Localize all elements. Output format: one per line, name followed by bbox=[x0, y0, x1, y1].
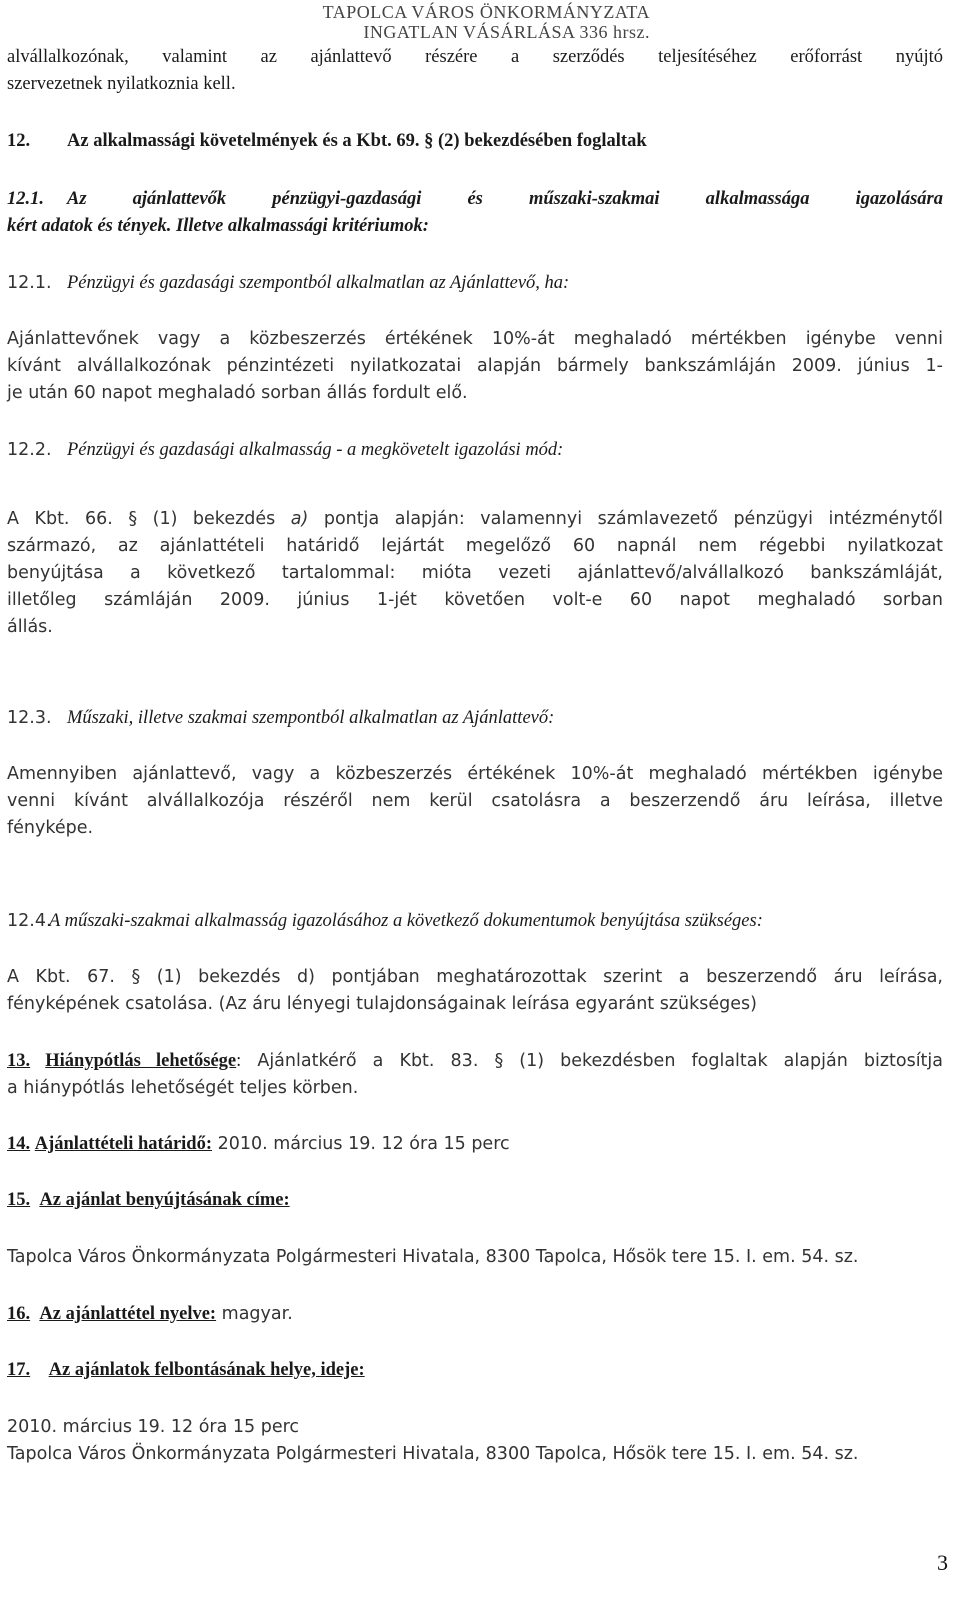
section-title: Az ajánlat benyújtásának címe: bbox=[39, 1190, 290, 1210]
paragraph-line: Tapolca Város Önkormányzata Polgármesteri Hivatala, 8300 Tapolca, Hősök tere 15. I. em. 54. sz. bbox=[7, 1444, 859, 1464]
paragraph-line: szervezetnek nyilatkoznia kell. bbox=[7, 74, 236, 94]
paragraph-line: illetőleg számláján 2009. június 1-jét követően volt-e 60 napot meghaladó sorban bbox=[7, 590, 943, 610]
paragraph-line: 2010. március 19. 12 óra 15 perc bbox=[7, 1417, 300, 1437]
section-number: 12.2. bbox=[7, 440, 52, 460]
section-title: Ajánlattételi határidő: bbox=[34, 1134, 213, 1154]
paragraph-line: állás. bbox=[7, 617, 53, 637]
text-run: A Kbt. 66. § (1) bekezdés bbox=[7, 509, 291, 529]
section-12-1-heading bbox=[7, 186, 943, 213]
paragraph-line: fényképének csatolása. (Az áru lényegi tulajdonságainak leírása egyaránt szükséges) bbox=[7, 994, 757, 1014]
text-run: a) bbox=[290, 509, 309, 529]
section-number: 12. bbox=[7, 131, 31, 151]
section-16 bbox=[7, 1301, 943, 1328]
paragraph-line: a hiánypótlás lehetőségét teljes körben. bbox=[7, 1078, 359, 1098]
paragraph-line: Ajánlattevőnek vagy a közbeszerzés értékének 10%-át meghaladó mértékben igénybe venni bbox=[7, 329, 943, 349]
section-title: Az ajánlattétel nyelve: bbox=[39, 1304, 217, 1324]
paragraph-line: alvállalkozónak, valamint az ajánlattevő részére a szerződés teljesítéséhez erőforrást nyújtó bbox=[7, 47, 943, 67]
section-title: A műszaki-szakmai alkalmasság igazolásához a következő dokumentumok benyújtása szükséges: bbox=[49, 911, 763, 931]
section-12-4-heading bbox=[7, 908, 943, 935]
header-line-2: INGATLAN VÁSÁRLÁSA 336 hrsz. bbox=[363, 22, 650, 42]
paragraph-line: venni kívánt alvállalkozója részéről nem kerül csatolásra a beszerzendő áru leírása, illetve bbox=[7, 791, 943, 811]
paragraph-line: kívánt alvállalkozónak pénzintézeti nyilatkozatai alapján bármely bankszámláján 2009. június 1- bbox=[7, 356, 943, 376]
paragraph-line: A Kbt. 67. § (1) bekezdés d) pontjában meghatározottak szerint a beszerzendő áru leírása, bbox=[7, 967, 943, 987]
section-number: 17. bbox=[7, 1360, 31, 1380]
paragraph-line: je után 60 napot meghaladó sorban állás fordult elő. bbox=[7, 383, 468, 403]
section-number: 12.1. bbox=[7, 189, 44, 209]
section-title: Pénzügyi és gazdasági szempontból alkalmatlan az Ajánlattevő, ha: bbox=[67, 273, 570, 293]
section-13 bbox=[7, 1048, 943, 1075]
paragraph-line: származó, az ajánlattételi határidő lejártát megelőző 60 napnál nem régebbi nyilatkozat bbox=[7, 536, 943, 556]
section-12-heading bbox=[7, 128, 943, 155]
section-number: 16. bbox=[7, 1304, 31, 1324]
section-12-3-heading bbox=[7, 705, 943, 732]
section-12-1-subheading bbox=[7, 270, 943, 297]
text-run: 2010. március 19. 12 óra 15 perc bbox=[212, 1134, 510, 1154]
section-14 bbox=[7, 1131, 943, 1158]
section-12-2-heading bbox=[7, 437, 943, 464]
header-line-1: TAPOLCA VÁROS ÖNKORMÁNYZATA bbox=[322, 2, 650, 22]
text-run: Ajánlatkérő a Kbt. 83. § (1) bekezdésben foglaltak alapján biztosítja bbox=[241, 1051, 943, 1071]
section-number: 15. bbox=[7, 1190, 31, 1210]
section-number: 12.3. bbox=[7, 708, 52, 728]
section-title: Az alkalmassági követelmények és a Kbt. 69. § (2) bekezdésében foglaltak bbox=[67, 131, 647, 151]
section-title: Az ajánlattevők pénzügyi-gazdasági és műszaki-szakmai alkalmassága igazolására bbox=[67, 189, 943, 209]
page-number: 3 bbox=[937, 1550, 948, 1575]
section-number: 14. bbox=[7, 1134, 31, 1154]
section-number: 12.1. bbox=[7, 273, 52, 293]
text-run: : bbox=[236, 1051, 242, 1071]
section-number: 12.4. bbox=[7, 911, 52, 931]
paragraph-line: Amennyiben ajánlattevő, vagy a közbeszerzés értékének 10%-át meghaladó mértékben igénybe bbox=[7, 764, 943, 784]
paragraph-line bbox=[7, 506, 943, 533]
text-run: magyar. bbox=[216, 1304, 293, 1324]
paragraph-line: fényképe. bbox=[7, 818, 94, 838]
section-17 bbox=[7, 1357, 943, 1384]
section-title: Műszaki, illetve szakmai szempontból alkalmatlan az Ajánlattevő: bbox=[67, 708, 555, 728]
section-12-1-heading-cont: kért adatok és tények. Illetve alkalmassági kritériumok: bbox=[7, 216, 429, 236]
paragraph-line: benyújtása a következő tartalommal: mióta vezeti ajánlattevő/alvállalkozó bankszámláját, bbox=[7, 563, 943, 583]
text-run: pontja alapján: valamennyi számlavezető pénzügyi intézménytől bbox=[308, 509, 943, 529]
section-title: Pénzügyi és gazdasági alkalmasság - a megkövetelt igazolási mód: bbox=[67, 440, 564, 460]
section-number: 13. bbox=[7, 1051, 31, 1071]
paragraph-line: Tapolca Város Önkormányzata Polgármesteri Hivatala, 8300 Tapolca, Hősök tere 15. I. em. 54. sz. bbox=[7, 1247, 859, 1267]
section-title: Az ajánlatok felbontásának helye, ideje: bbox=[48, 1360, 365, 1380]
section-title: Hiánypótlás lehetősége bbox=[45, 1051, 237, 1071]
section-15 bbox=[7, 1187, 943, 1214]
